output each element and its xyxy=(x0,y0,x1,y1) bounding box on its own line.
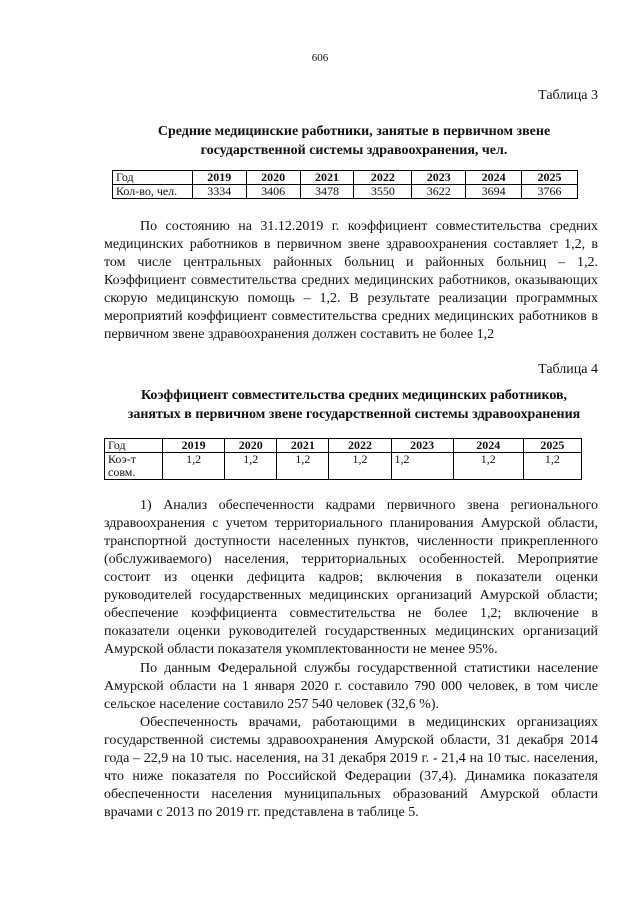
table4-value: 1,2 xyxy=(523,453,581,480)
table4-year: 2025 xyxy=(523,439,581,453)
paragraph-analysis: 1) Анализ обеспеченности кадрами первичного звена регионального здравоохранения с учетом территориального планирования Амурской области, транспортной доступности населенных пунктов, численности прикрепленного (обслуживаемого) населения, территориальных особенностей. Мероприятие состоит из оценки дефицита кадров; включения в показатели оценки руководителей государственных медицинских организаций Амурской области; обеспечение коэффициента совместительства не более 1,2; включение в показатели оценки руководителей государственных медицинских организаций Амурской области показателя укомплектованности не менее 95%. xyxy=(104,498,598,657)
table3-value: 3406 xyxy=(246,185,300,199)
table4-values-row xyxy=(105,453,582,480)
table4-caption: Таблица 4 xyxy=(538,362,598,377)
paragraph-doctors: Обеспеченность врачами, работающими в медицинских организациях государственной системы здравоохранения Амурской области, 31 декабря 2014 года – 22,9 на 10 тыс. населения, на 31 декабря 2019 г. - 21,4 на 10 тыс. населения, что ниже показателя по Российской Федерации (37,4). Динамика показателя обеспеченности населения муниципальных образований Амурской области врачами с 2013 по 2019 гг. представлена в таблице 5. xyxy=(104,715,598,820)
table4-value: 1,2 xyxy=(277,453,329,480)
table4-year: 2020 xyxy=(225,439,277,453)
table3-value: 3694 xyxy=(466,185,522,199)
table3-title-line1: Средние медицинские работники, занятые в первичном звене xyxy=(157,124,551,139)
table4-value: 1,2 xyxy=(329,453,391,480)
table3-row-header: Год xyxy=(113,171,193,185)
table3-value: 3766 xyxy=(522,185,578,199)
table3-caption: Таблица 3 xyxy=(538,88,598,103)
table4-row-label-line1: Коэ-т xyxy=(108,452,136,466)
table3-year: 2020 xyxy=(246,171,300,185)
table3-header-row xyxy=(113,171,578,185)
table3-value: 3622 xyxy=(412,185,466,199)
page-number: 606 xyxy=(311,52,329,64)
table3-value: 3550 xyxy=(354,185,412,199)
table3-title-line2: государственной системы здравоохранения, чел. xyxy=(200,143,508,158)
table4-year: 2021 xyxy=(277,439,329,453)
table4-title-line2: занятых в первичном звене государственной системы здравоохранения xyxy=(127,407,581,422)
table3-year: 2019 xyxy=(192,171,246,185)
table4-value: 1,2 xyxy=(453,453,523,480)
table4-value: 1,2 xyxy=(225,453,277,480)
table4-header-row xyxy=(105,439,582,453)
table4-row-label xyxy=(105,453,163,480)
table4-value: 1,2 xyxy=(163,453,225,480)
table3-year: 2021 xyxy=(300,171,354,185)
table4-row-header: Год xyxy=(105,439,163,453)
table3-year: 2022 xyxy=(354,171,412,185)
table3-values-row xyxy=(113,185,578,199)
table3-year: 2024 xyxy=(466,171,522,185)
table4 xyxy=(104,438,582,480)
table3-title xyxy=(104,122,604,160)
table4-year: 2024 xyxy=(453,439,523,453)
paragraph-population: По данным Федеральной службы государственной статистики население Амурской области на 1 января 2020 г. составило 790 000 человек, в том числе сельское население составило 257 540 человек (32,6 %). xyxy=(104,661,598,712)
table3-year: 2023 xyxy=(412,171,466,185)
table3-value: 3334 xyxy=(192,185,246,199)
table3-row-label: Кол-во, чел. xyxy=(113,185,193,199)
table3-year: 2025 xyxy=(522,171,578,185)
table3-value: 3478 xyxy=(300,185,354,199)
table4-row-label-line2: совм. xyxy=(108,465,136,479)
paragraph-coefficient: По состоянию на 31.12.2019 г. коэффициент совместительства средних медицинских работников в первичном звене здравоохранения составляет 1,2, в том числе центральных районных больниц и районных больниц – 1,2. Коэффициент совместительства средних медицинских работников, оказывающих скорую медицинскую помощь – 1,2. В результате реализации программных мероприятий коэффициент совместительства средних медицинских работников в первичном звене здравоохранения должен составить не более 1,2 xyxy=(104,219,598,342)
table4-title xyxy=(104,386,604,424)
table4-year: 2019 xyxy=(163,439,225,453)
table4-year: 2023 xyxy=(391,439,453,453)
table4-value: 1,2 xyxy=(391,453,453,480)
table3 xyxy=(112,170,578,199)
table4-year: 2022 xyxy=(329,439,391,453)
table4-title-line1: Коэффициент совместительства средних медицинских работников, xyxy=(140,388,568,403)
